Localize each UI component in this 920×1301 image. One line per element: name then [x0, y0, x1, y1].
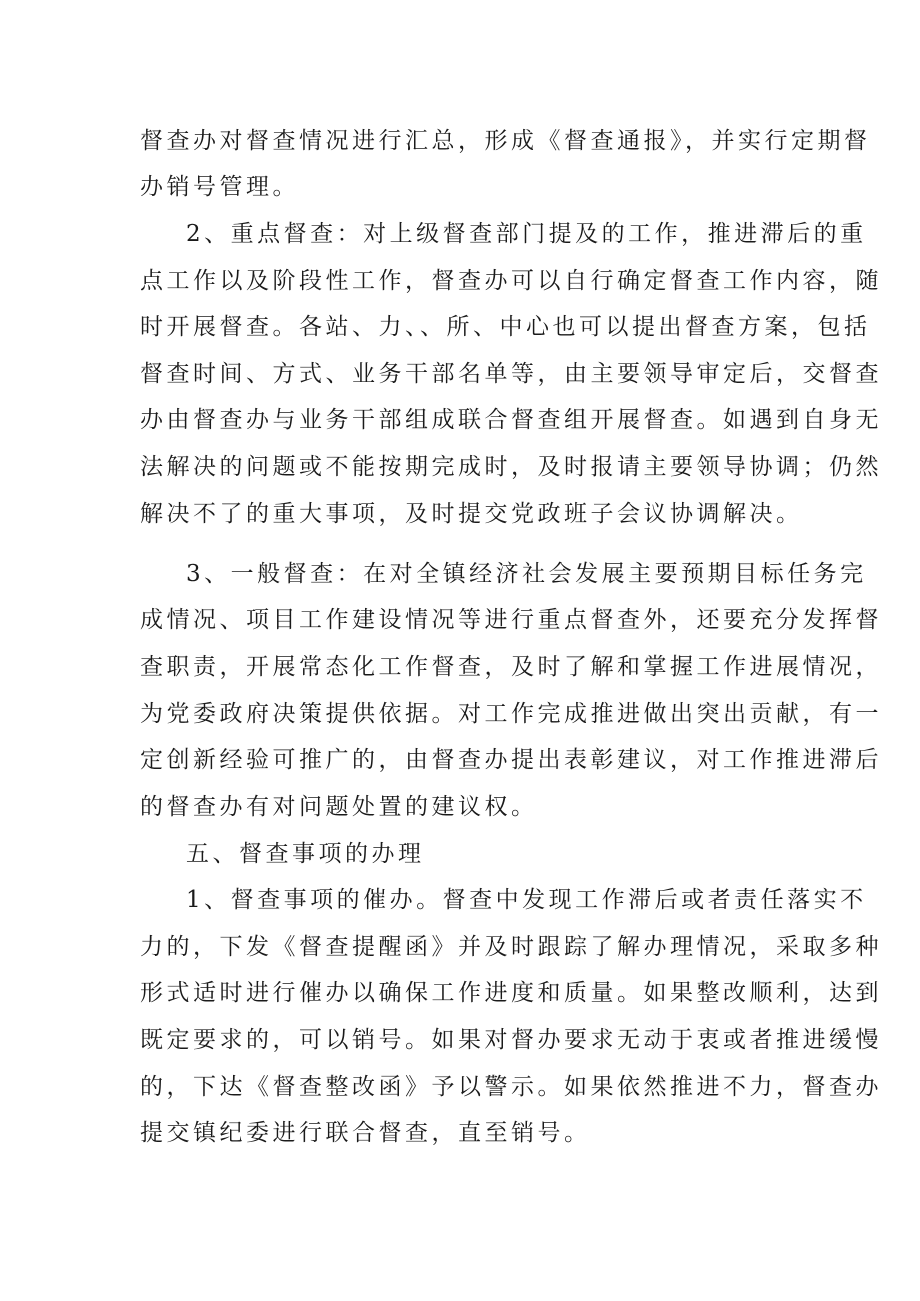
paragraph-line: 定创新经验可推广的，由督查办提出表彰建议，对工作推进滞后: [140, 747, 882, 773]
paragraph-line: 督查办对督查情况进行汇总，形成《督查通报》，并实行定期督: [140, 128, 871, 154]
paragraph-line: 3、一般督查：在对全镇经济社会发展主要预期目标任务完: [186, 561, 867, 587]
paragraph-line: 成情况、项目工作建设情况等进行重点督查外，还要充分发挥督: [140, 607, 882, 633]
paragraph-line: 2、重点督查：对上级督查部门提及的工作，推进滞后的重: [186, 221, 867, 247]
paragraph-line: 法解决的问题或不能按期完成时，及时报请主要领导协调；仍然: [140, 454, 882, 480]
paragraph-line: 力的，下发《督查提醒函》并及时跟踪了解办理情况，采取多种: [140, 934, 882, 960]
paragraph-line: 形式适时进行催办以确保工作进度和质量。如果整改顺利，达到: [140, 980, 882, 1006]
paragraph-line: 办销号管理。: [140, 174, 299, 200]
paragraph-line: 点工作以及阶段性工作，督查办可以自行确定督查工作内容，随: [140, 268, 882, 294]
section-heading: 五、督查事项的办理: [186, 841, 425, 867]
paragraph-line: 既定要求的，可以销号。如果对督办要求无动于衷或者推进缓慢: [140, 1027, 882, 1053]
paragraph-line: 的督查办有对问题处置的建议权。: [140, 794, 538, 820]
paragraph-line: 查职责，开展常态化工作督查，及时了解和掌握工作进展情况，: [140, 654, 882, 680]
paragraph-line: 办由督查办与业务干部组成联合督查组开展督查。如遇到自身无: [140, 407, 882, 433]
paragraph-line: 督查时间、方式、业务干部名单等，由主要领导审定后，交督查: [140, 361, 882, 387]
paragraph-line: 解决不了的重大事项，及时提交党政班子会议协调解决。: [140, 501, 803, 527]
paragraph-line: 1、督查事项的催办。督查中发现工作滞后或者责任落实不: [186, 887, 867, 913]
paragraph-line: 时开展督查。各站、力、、所、中心也可以提出督查方案，包括: [140, 314, 871, 340]
paragraph-line: 为党委政府决策提供依据。对工作完成推进做出突出贡献，有一: [140, 701, 882, 727]
paragraph-line: 的，下达《督查整改函》予以警示。如果依然推进不力，督查办: [140, 1074, 882, 1100]
paragraph-line: 提交镇纪委进行联合督查，直至销号。: [140, 1120, 591, 1146]
